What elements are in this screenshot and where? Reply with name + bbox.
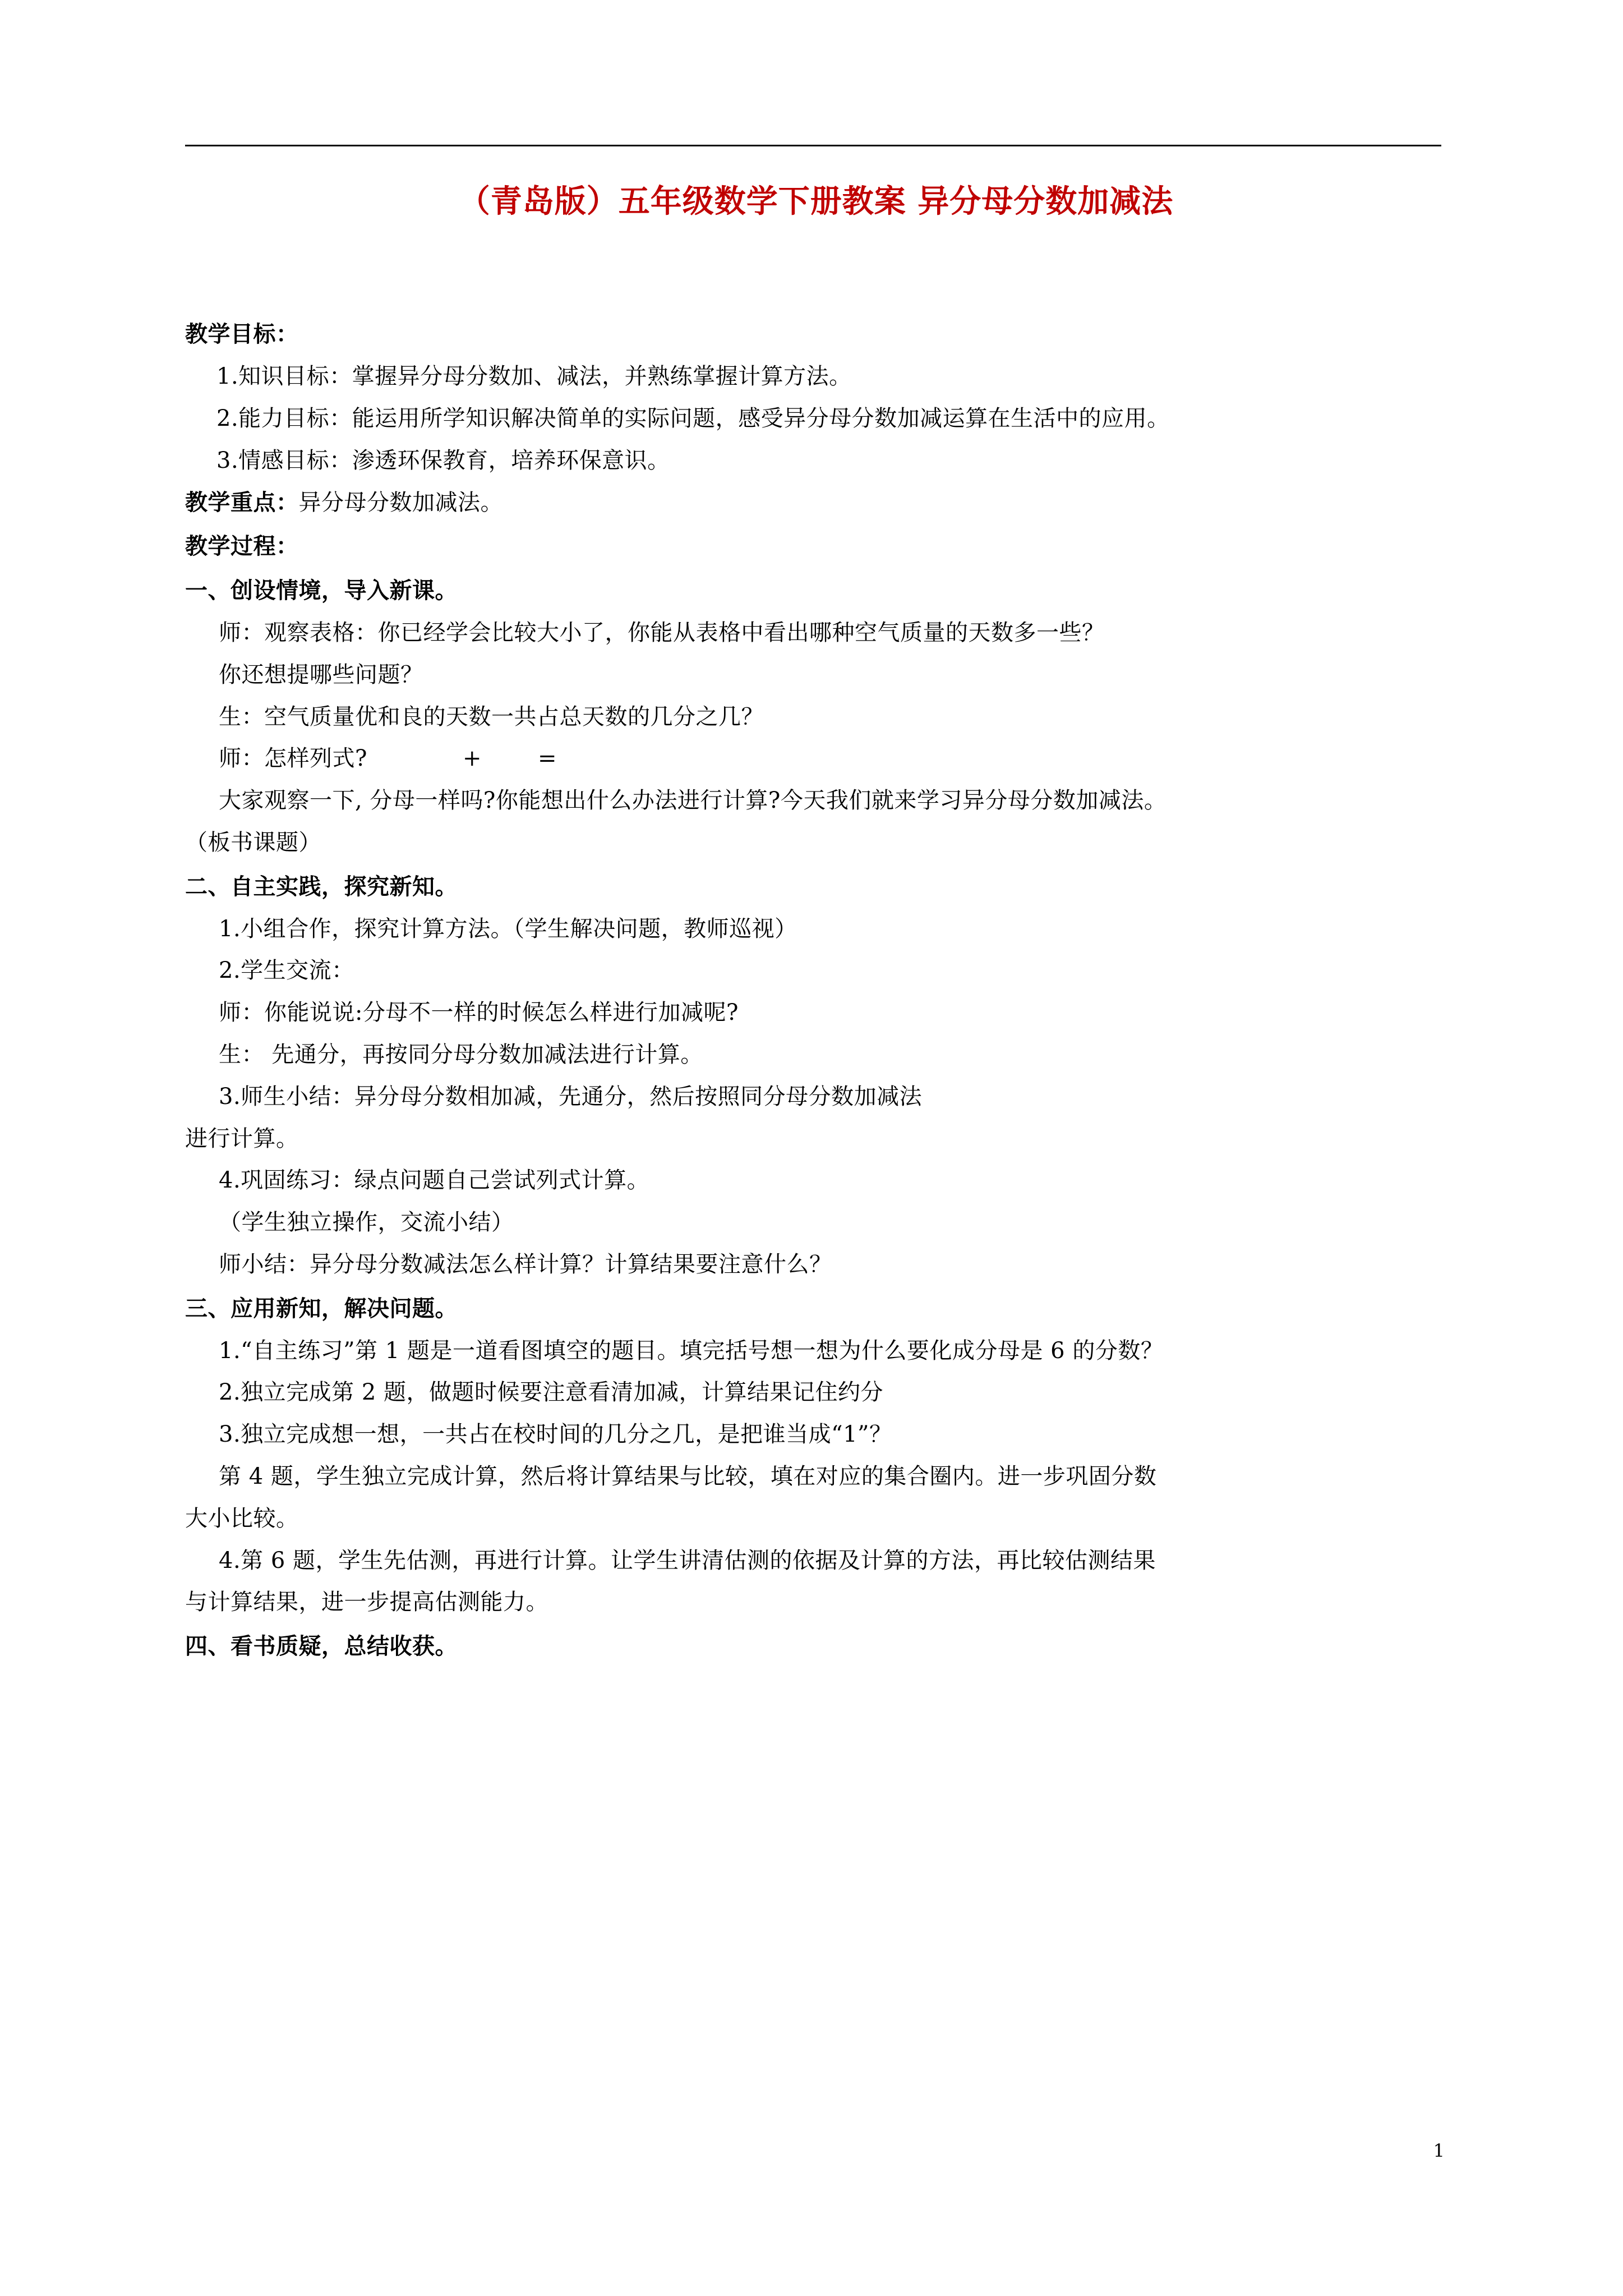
objective-knowledge: 1.知识目标：掌握异分母分数加、减法，并熟练掌握计算方法。 [216,364,852,390]
practice-line-1: 4.巩固练习：绿点问题自己尝试列式计算。 [219,1167,650,1194]
section-heading-objectives: 教学目标： [185,321,299,348]
practice-note: （学生独立操作，交流小结） [219,1209,514,1236]
student-line-1: 生：空气质量优和良的天数一共占总天数的几分之几？ [219,703,764,730]
student-line-2: 生： 先通分，再按同分母分数加减法进行计算。 [219,1041,703,1068]
exercise-1: 1.“自主练习”第 1 题是一道看图填空的题目。填完括号想一想为什么要化成分母是 6 的分数？ [219,1337,1164,1364]
exercise-2: 2.独立完成第 2 题，做题时候要注意看清加减，计算结果记住约分 [219,1379,884,1406]
teaching-focus-label: 教学重点： [185,489,299,516]
document-body [185,180,1447,1669]
section-heading-three: 三、应用新知，解决问题。 [185,1295,458,1322]
activity-student-exchange: 2.学生交流： [219,958,354,984]
summary-line-2: 进行计算。 [185,1125,299,1152]
page-number: 1 [1433,2140,1445,2161]
exercise-3: 3.独立完成想一想，一共占在校时间的几分之几，是把谁当成“1”？ [219,1421,892,1448]
exercise-6: 4.第 6 题，学生先估测，再进行计算。让学生讲清估测的依据及计算的方法，再比较估测结果 [219,1547,1156,1573]
teacher-line-1: 师：观察表格：你已经学会比较大小了，你能从表格中看出哪种空气质量的天数多一些？ [219,619,1105,646]
exercise-4: 第 4 题，学生独立完成计算，然后将计算结果与比较，填在对应的集合圈内。进一步巩固分数 [219,1463,1157,1489]
exercise-4-cont: 大小比较。 [185,1505,299,1531]
teacher-summary-line: 师小结：异分母分数减法怎么样计算？计算结果要注意什么？ [219,1251,832,1277]
teacher-line-3: 师：你能说说:分母不一样的时候怎么样进行加减呢? [219,1000,739,1026]
header-divider [185,145,1441,146]
title-spacer [185,246,1447,307]
activity-group-work: 1.小组合作，探究计算方法。（学生解决问题，教师巡视） [219,915,797,942]
teaching-focus-line [185,484,1447,522]
formula-line [185,739,1447,778]
formula-plus: + [462,746,482,772]
teaching-focus-text: 异分母分数加减法。 [298,489,503,516]
exercise-6-cont: 与计算结果，进一步提高估测能力。 [185,1589,548,1616]
section-heading-four: 四、看书质疑，总结收获。 [185,1633,458,1660]
board-topic-line: （板书课题） [185,829,321,855]
section-heading-two: 二、自主实践，探究新知。 [185,873,458,900]
objective-emotion: 3.情感目标：渗透环保教育，培养环保意识。 [216,447,670,473]
section-heading-process: 教学过程： [185,533,299,560]
formula-equals: = [537,746,557,772]
formula-prefix: 师：怎样列式? [219,746,367,772]
discussion-line-1: 大家观察一下, 分母一样吗?你能想出什么办法进行计算?今天我们就来学习异分母分数加减法。 [219,788,1167,814]
teacher-line-2: 你还想提哪些问题？ [219,661,423,688]
page-title: （青岛版）五年级数学下册教案 异分母分数加减法 [458,183,1174,220]
summary-line-1: 3.师生小结：异分母分数相加减，先通分，然后按照同分母分数加减法 [219,1083,923,1110]
section-heading-one: 一、创设情境，导入新课。 [185,577,458,604]
objective-ability: 2.能力目标：能运用所学知识解决简单的实际问题，感受异分母分数加减运算在生活中的应用。 [216,405,1170,431]
